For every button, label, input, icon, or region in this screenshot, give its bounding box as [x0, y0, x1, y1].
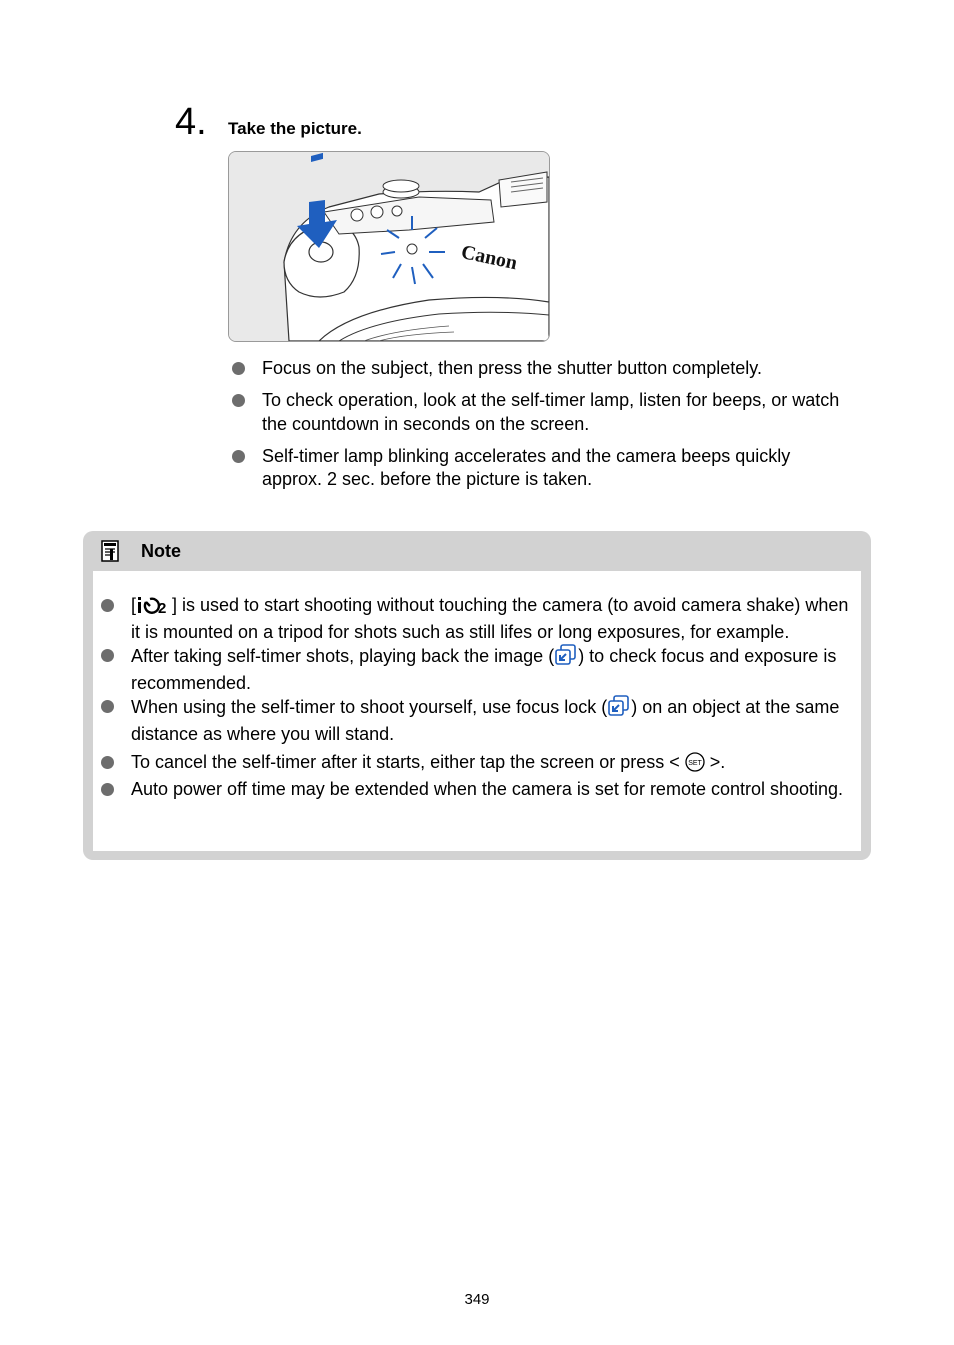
note-icon — [101, 540, 119, 567]
list-item: Auto power off time may be extended when the camera is set for remote control shooting. — [99, 778, 855, 801]
bullet-icon — [101, 756, 114, 769]
bullet-icon — [232, 362, 245, 375]
list-item: [ 2 ] is used to start shooting without touching the camera (to avoid camera shake) when it is mounted on a tripod for shots such as still lifes or long exposures, for example. — [99, 594, 855, 644]
list-item — [230, 445, 850, 492]
link-icon[interactable] — [607, 695, 631, 723]
list-item: After taking self-timer shots, playing back the image ( ) to check focus and exposure is recommended. — [99, 644, 855, 695]
bullet-text: Focus on the subject, then press the shutter button completely. — [262, 358, 762, 378]
step-number: 4. — [175, 101, 207, 143]
link-icon[interactable] — [554, 644, 578, 672]
list-item: When using the self-timer to shoot yourself, use focus lock ( ) on an object at the same distance as where you will stand. — [99, 695, 855, 746]
self-timer-2sec-icon — [136, 595, 172, 621]
bullet-icon — [101, 700, 114, 713]
list-item: To cancel the self-timer after it starts, either tap the screen or press < SET >. — [99, 751, 855, 778]
page-number: 349 — [464, 1291, 490, 1308]
bullet-icon — [232, 394, 245, 407]
bullet-icon — [101, 649, 114, 662]
note-box — [83, 531, 871, 860]
camera-illustration — [228, 151, 550, 342]
note-title: Note — [141, 541, 181, 561]
set-button-icon — [685, 752, 705, 778]
note-header — [83, 531, 871, 571]
note-list — [99, 594, 855, 801]
list-item — [230, 357, 850, 381]
bullet-text: To check operation, look at the self-timer lamp, listen for beeps, or watch the countdown in seconds on the screen. — [262, 390, 840, 434]
step-bullet-list — [230, 357, 850, 500]
bullet-icon — [101, 599, 114, 612]
svg-text:2: 2 — [158, 600, 167, 615]
step-title: Take the picture. — [228, 119, 362, 138]
brand-text: Canon — [459, 240, 520, 275]
list-item — [230, 389, 850, 436]
bullet-icon — [101, 783, 114, 796]
camera-shutter-press-illustration — [229, 152, 549, 341]
note-content — [93, 571, 861, 851]
bullet-text: Self-timer lamp blinking accelerates and the camera beeps quickly approx. 2 sec. before the picture is taken. — [262, 445, 791, 489]
svg-text:SET: SET — [687, 760, 702, 767]
bullet-icon — [232, 450, 245, 463]
